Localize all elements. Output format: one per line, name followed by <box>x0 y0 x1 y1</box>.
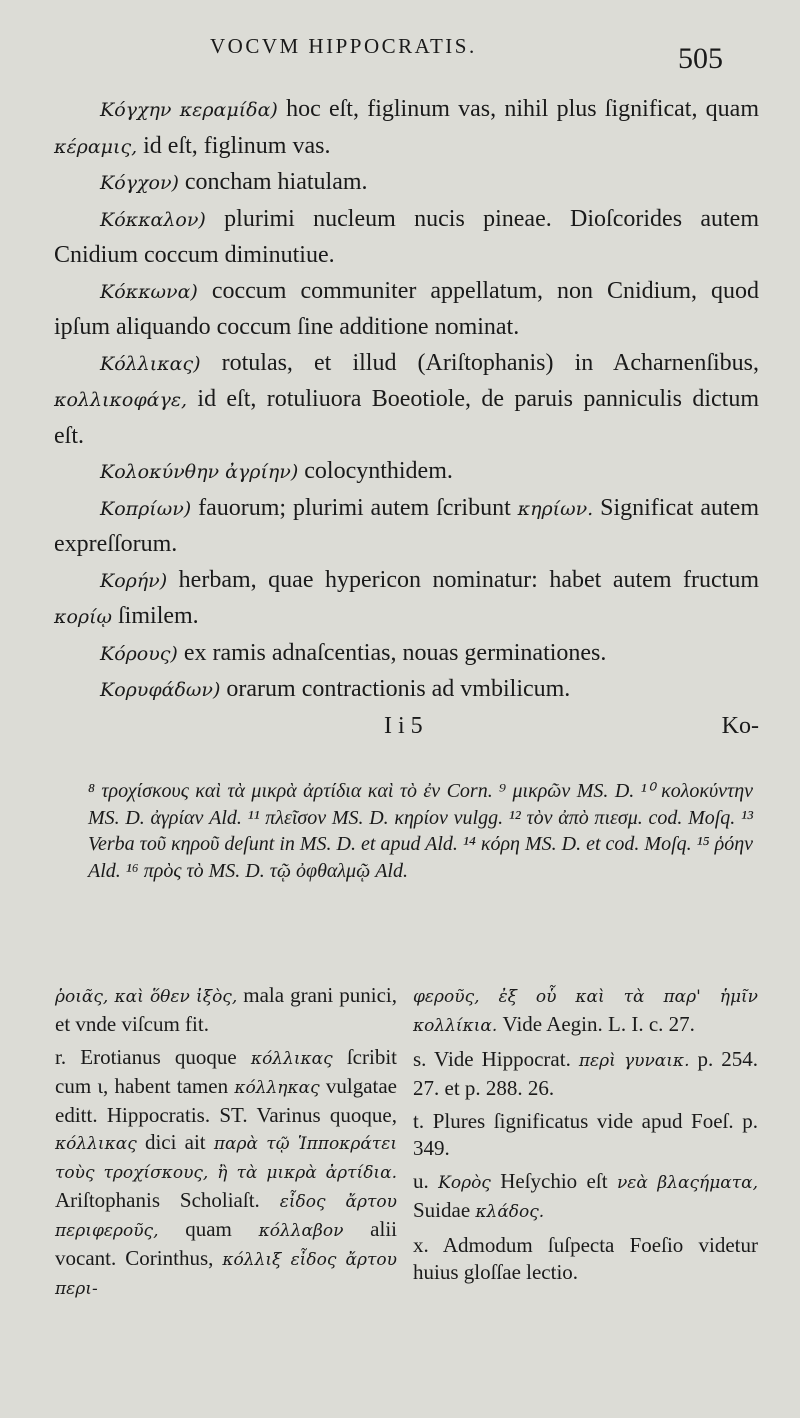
greek-term: κόλληκας <box>234 1078 320 1098</box>
entry-text: id eſt, rotuliuora Boeotiole, de paruis panniculis dictum eſt. <box>54 386 759 449</box>
note-text: Ariſtophanis Scholiaſt. <box>55 1188 280 1212</box>
entry-text: ex ramis adnaſcentias, nouas germinationes. <box>177 639 607 666</box>
note-text: t. Plures ſignificatus vide apud Foeſ. p. 349. <box>413 1109 758 1160</box>
greek-term: κόλλιξ εἶδος ἄρτου περι- <box>55 1250 397 1299</box>
entry-text: concham hiatulam. <box>178 169 368 195</box>
greek-term: κέραμις, <box>54 135 138 158</box>
entry-text: ſimilem. <box>112 603 199 629</box>
note-r <box>55 1044 397 1303</box>
greek-term: κολλικοφάγε, <box>54 389 188 411</box>
note-s <box>413 1046 758 1102</box>
greek-term: κόλλαβον <box>258 1221 344 1241</box>
headword: Κολοκύνθην ἀγρίην) <box>100 461 299 483</box>
note-text: mala grani punici, et vnde viſcum fit. <box>55 983 397 1036</box>
running-head <box>0 34 800 74</box>
entry-koryphadon <box>54 672 759 709</box>
note-text: ſcribit cum ι, habent tamen <box>55 1045 397 1098</box>
running-title: VOCVM HIPPOCRATIS. <box>210 34 477 58</box>
entry-kollikas <box>54 346 759 455</box>
greek-term: κλάδος. <box>475 1202 545 1222</box>
greek-term: κορίῳ <box>54 606 113 628</box>
note-x <box>413 1232 758 1286</box>
signature-line <box>54 709 759 745</box>
note-text: Suidae <box>413 1198 476 1222</box>
entry-text: coccum communiter appellatum, non Cnidium, quod ipſum aliquando coccum ſine additione nominat. <box>54 277 759 340</box>
note-continuation <box>55 982 397 1038</box>
entry-text: plurimi nucleum nucis pineae. Dioſcorides autem Cnidium coccum diminutiue. <box>54 205 759 268</box>
note-text: quam <box>158 1217 259 1241</box>
entry-kolokynthen <box>54 454 759 491</box>
variant-readings <box>88 778 753 884</box>
note-text: dici ait <box>136 1130 214 1154</box>
entry-kokkalon <box>54 202 759 274</box>
variant-readings-text: ⁸ τροχίσκους καὶ τὰ μικρὰ ἀρτίδια καὶ τὸ ἐν Corn. ⁹ μικρῶν MS. D. ¹⁰ κολοκύντην MS. D. ἀγρίαν Ald. ¹¹ πλεῖσον MS. D. κηρίον vulgg. ¹² τὸν ἀπὸ πιεσμ. cod. Moſq. ¹³ Verba τοῦ κηροῦ deſunt in MS. D. et apud Ald. ¹⁴ κόρη MS. D. et cod. Moſq. ¹⁵ ῥόην Ald. ¹⁶ πρὸς τὸ MS. D. τῷ ὀφθαλμῷ Ald. <box>88 780 753 882</box>
headword: Κόρους) <box>100 642 178 665</box>
greek-term: εἶδος ἄρτου περιφεροῦς, <box>55 1192 397 1241</box>
entry-koren <box>54 563 759 636</box>
note-text: x. Admodum ſuſpecta Foeſio videtur huius gloſſae lectio. <box>413 1233 758 1284</box>
greek-term: Κορὸς <box>438 1173 491 1193</box>
note-text: p. 254. 27. et p. 288. 26. <box>413 1047 758 1100</box>
entry-text: hoc eſt, figlinum vas, nihil plus ſignificat, quam <box>277 96 759 122</box>
greek-term: φεροῦς, ἐξ οὗ καὶ τὰ παρ' ἡμῖν κολλίκια. <box>413 987 758 1036</box>
note-text: s. Vide Hippocrat. <box>413 1047 579 1071</box>
note-text: Heſychio eſt <box>490 1169 617 1193</box>
headword: Κοπρίων) <box>100 497 192 520</box>
note-u <box>413 1168 758 1226</box>
entry-text: orarum contractionis ad vmbilicum. <box>220 676 571 702</box>
entry-text: colocynthidem. <box>298 458 453 484</box>
signature-mark: I i 5 <box>384 712 423 739</box>
note-continuation <box>413 982 758 1040</box>
entry-koprion <box>54 491 759 563</box>
page-number: 505 <box>678 42 723 75</box>
note-text: r. Erotianus quoque <box>55 1045 251 1069</box>
greek-term: περὶ γυναικ. <box>578 1051 690 1071</box>
headword: Κόκκαλον) <box>100 208 206 231</box>
greek-term: κόλλικας <box>250 1049 333 1069</box>
entry-text: Significat autem expreſſorum. <box>54 494 759 557</box>
entry-konchen <box>54 92 759 165</box>
note-text: u. <box>413 1169 439 1193</box>
headword: Κόλλικας) <box>100 352 201 375</box>
entry-kokkona <box>54 274 759 346</box>
greek-term: κόλλικας <box>55 1134 137 1154</box>
greek-term: κηρίων. <box>517 497 594 520</box>
notes-column-left <box>55 982 397 1309</box>
note-text: vulgatae editt. Hippocratis. ST. Varinus quoque, <box>55 1074 397 1127</box>
catchword: Ko- <box>721 712 759 739</box>
entry-text: fauorum; plurimi autem ſcribunt <box>191 494 518 521</box>
entry-text: rotulas, et illud (Ariſtophanis) in Acharnenſibus, <box>200 349 759 376</box>
headword: Κορυφάδων) <box>100 679 221 701</box>
headword: Κορήν) <box>100 569 168 592</box>
headword: Κόγχον) <box>100 172 179 194</box>
greek-term: ῥοιᾶς, καὶ ὅθεν ἰξὸς, <box>55 987 238 1007</box>
note-t <box>413 1108 758 1162</box>
entry-text: herbam, quae hypericon nominatur: habet autem fructum <box>167 566 759 593</box>
headword: Κόκκωνα) <box>100 280 198 303</box>
entry-text: id eſt, figlinum vas. <box>137 132 331 159</box>
entry-konchon <box>54 165 759 202</box>
note-text: alii vocant. Corinthus, <box>55 1217 398 1270</box>
headword: Κόγχην κεραμίδα) <box>100 99 278 121</box>
note-text: Vide Aegin. L. I. c. 27. <box>497 1012 695 1036</box>
main-text <box>54 92 759 745</box>
greek-term: νεὰ βλαςήματα, <box>616 1173 759 1193</box>
entry-korous <box>54 636 759 673</box>
greek-term: παρὰ τῷ Ἱπποκράτει τοὺς τροχίσκους, ἢ τὰ μικρὰ ἀρτίδια. <box>55 1134 397 1183</box>
notes-column-right <box>413 982 758 1292</box>
